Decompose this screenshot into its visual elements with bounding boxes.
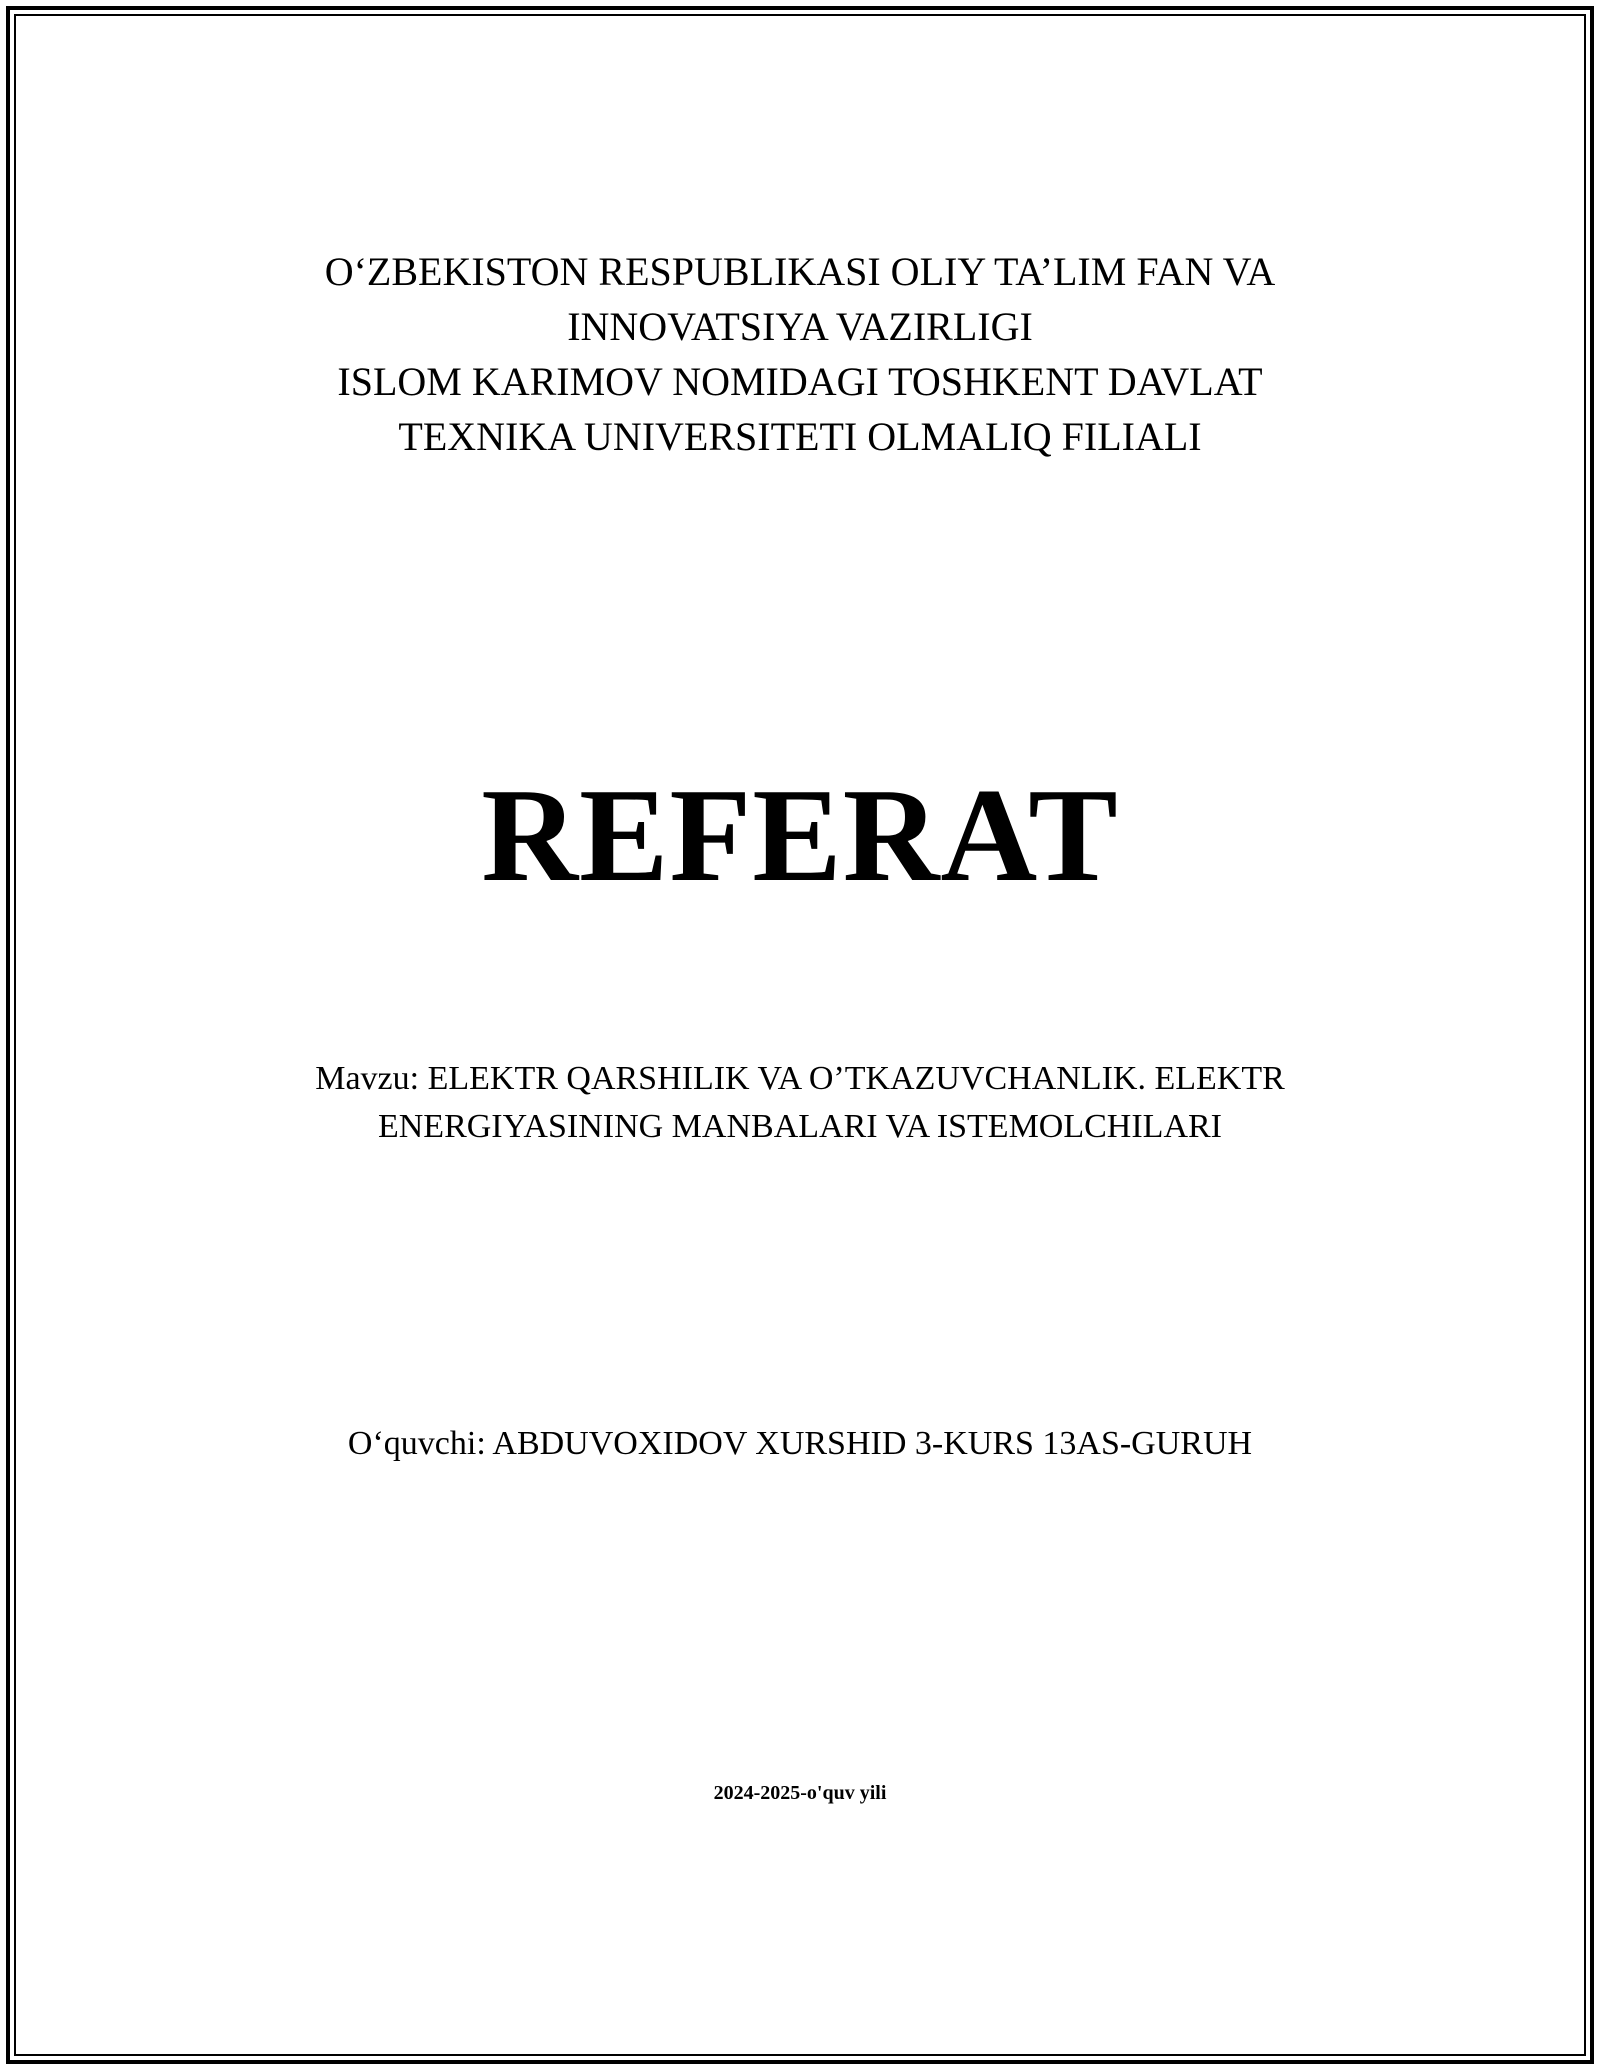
ministry-header bbox=[0, 244, 1600, 464]
topic-block bbox=[0, 1055, 1600, 1151]
university-line: ISLOM KARIMOV NOMIDAGI TOSHKENT DAVLAT bbox=[337, 359, 1263, 404]
academic-year: 2024-2025-o'quv yili bbox=[713, 1782, 887, 1804]
ministry-line: O‘ZBEKISTON RESPUBLIKASI OLIY TA’LIM FAN VA bbox=[324, 249, 1276, 294]
ministry-line: INNOVATSIYA VAZIRLIGI bbox=[567, 304, 1033, 349]
topic-line: ENERGIYASINING MANBALARI VA ISTEMOLCHILARI bbox=[377, 1108, 1223, 1145]
topic-line: Mavzu: ELEKTR QARSHILIK VA O’TKAZUVCHANLIK. ELEKTR bbox=[315, 1060, 1285, 1097]
document-title: REFERAT bbox=[481, 761, 1119, 909]
university-line: TEXNIKA UNIVERSITETI OLMALIQ FILIALI bbox=[398, 414, 1202, 459]
student-info: O‘quvchi: ABDUVOXIDOV XURSHID 3-KURS 13AS-GURUH bbox=[347, 1425, 1253, 1462]
